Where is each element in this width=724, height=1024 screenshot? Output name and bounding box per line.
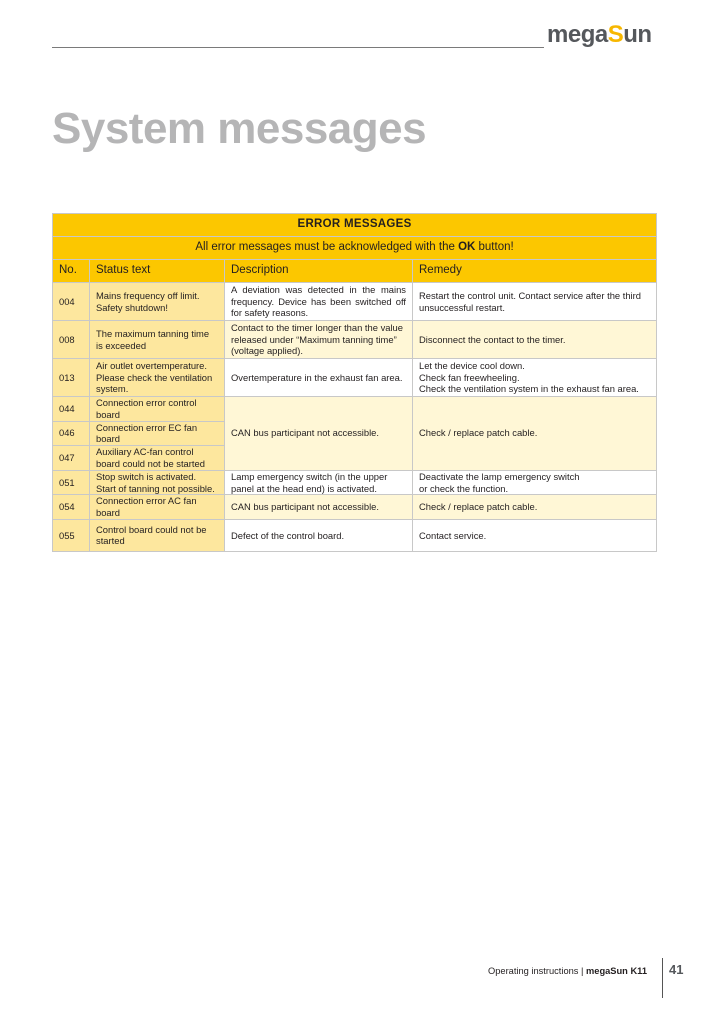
remedy: Deactivate the lamp emergency switch or check the function. xyxy=(413,470,657,495)
remedy: Restart the control unit. Contact service after the third unsuccessful restart. xyxy=(413,283,657,321)
page-title: System messages xyxy=(52,104,427,153)
table-row xyxy=(53,397,657,422)
footer-text: Operating instructions | megaSun K11 xyxy=(488,966,647,976)
table-row xyxy=(53,283,657,321)
status-text: Connection error control board xyxy=(90,397,225,422)
remedy: Let the device cool down. Check fan freewheeling. Check the ventilation system in the exhaust fan area. xyxy=(413,359,657,397)
error-number: 004 xyxy=(53,283,90,321)
remedy: Contact service. xyxy=(413,519,657,551)
description: CAN bus participant not accessible. xyxy=(225,495,413,520)
status-text: Air outlet overtemperature. Please check the ventilation system. xyxy=(90,359,225,397)
description: Overtemperature in the exhaust fan area. xyxy=(225,359,413,397)
error-number: 054 xyxy=(53,495,90,520)
column-header-no: No. xyxy=(53,260,90,283)
status-text: Stop switch is activated. Start of tanning not possible. xyxy=(90,470,225,495)
description: Defect of the control board. xyxy=(225,519,413,551)
status-text: The maximum tanning time is exceeded xyxy=(90,321,225,359)
error-number: 047 xyxy=(53,446,90,471)
remedy: Check / replace patch cable. xyxy=(413,495,657,520)
description: CAN bus participant not accessible. xyxy=(225,397,413,471)
table-row xyxy=(53,495,657,520)
table-title: ERROR MESSAGES xyxy=(53,214,657,237)
column-header-remedy: Remedy xyxy=(413,260,657,283)
column-header-description: Description xyxy=(225,260,413,283)
table-row xyxy=(53,519,657,551)
status-text: Connection error AC fan board xyxy=(90,495,225,520)
table-note: All error messages must be acknowledged with the OK button! xyxy=(53,237,657,260)
status-text: Control board could not be started xyxy=(90,519,225,551)
table-row xyxy=(53,359,657,397)
error-number: 013 xyxy=(53,359,90,397)
column-header-status: Status text xyxy=(90,260,225,283)
footer-divider xyxy=(662,958,663,998)
error-number: 046 xyxy=(53,421,90,446)
description: A deviation was detected in the mains frequency. Device has been switched off for safety reasons. xyxy=(225,283,413,321)
error-messages-table xyxy=(52,213,657,552)
status-text: Connection error EC fan board xyxy=(90,421,225,446)
error-number: 008 xyxy=(53,321,90,359)
status-text: Auxiliary AC-fan control board could not be started xyxy=(90,446,225,471)
remedy: Check / replace patch cable. xyxy=(413,397,657,471)
status-text: Mains frequency off limit. Safety shutdown! xyxy=(90,283,225,321)
megasun-logo: megaSun xyxy=(547,21,652,48)
header-rule xyxy=(52,47,544,48)
remedy: Disconnect the contact to the timer. xyxy=(413,321,657,359)
error-number: 051 xyxy=(53,470,90,495)
error-number: 044 xyxy=(53,397,90,422)
page-number: 41 xyxy=(669,962,684,977)
table-row xyxy=(53,321,657,359)
table-row xyxy=(53,470,657,495)
error-number: 055 xyxy=(53,519,90,551)
description: Lamp emergency switch (in the upper panel at the head end) is activated. xyxy=(225,470,413,495)
description: Contact to the timer longer than the value released under “Maximum tanning time” (voltage applied). xyxy=(225,321,413,359)
